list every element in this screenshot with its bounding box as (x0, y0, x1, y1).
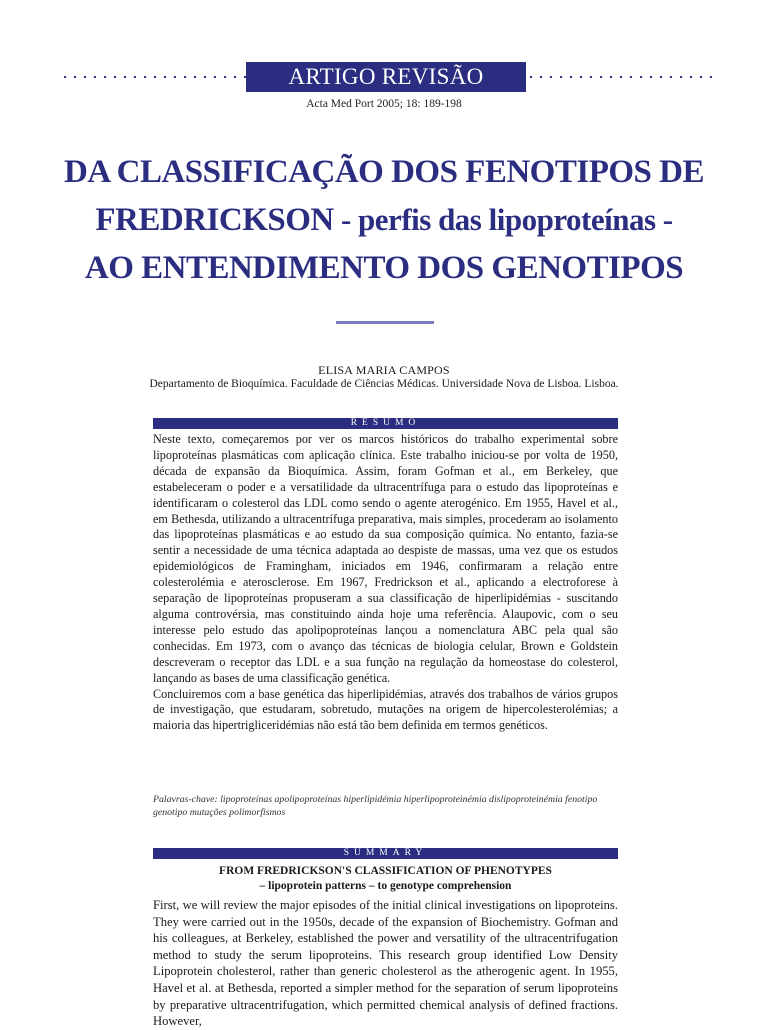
title-divider (336, 321, 434, 324)
journal-citation: Acta Med Port 2005; 18: 189-198 (306, 98, 462, 110)
summary-title-line-1: FROM FREDRICKSON'S CLASSIFICATION OF PHENOTYPES (219, 865, 552, 877)
dotted-line-left (60, 62, 246, 92)
summary-paragraph: First, we will review the major episodes of the initial clinical investigations on lipoproteins. They were carried out in the 1950s, decade of the expansion of Biochemistry. Gofman and his colleagues, at Berkeley, established the power and versatility of the ultracentrifugation method to study the serum lipoproteins. This research group identified Low Density Lipoprotein cholesterol, rather than generic cholesterol as the atherogenic agent. In 1955, Havel et al. at Bethesda, reported a simpler method for the separation of serum lipoproteins by preparative ultracentrifugation, which permitted chemical analysis of defined fractions. However, (153, 898, 618, 1029)
summary-title-line-2: – lipoprotein patterns – to genotype comprehension (259, 880, 512, 892)
resumo-body (153, 432, 618, 734)
title-line-2-main: FREDRICKSON (95, 202, 334, 238)
resumo-paragraph-1: Neste texto, começaremos por ver os marcos históricos do trabalho experimental sobre lipoproteínas plasmáticas com aplicação clínica. Este trabalho iniciou-se por volta de 1950, década de expansão da Bioquímica. Assim, foram Gofman et al., em Berkeley, que estabeleceram o poder e a versatilidade da ultracentrífuga para o estudo das lipoproteínas e identificaram o colesterol das LDL como sendo o agente aterogénico. Em 1955, Havel et al., em Bethesda, utilizando a ultracentrífuga preparativa, mais simples, procederam ao isolamento das lipoproteínas plasmáticas e ao estudo da sua composição química. No entanto, fazia-se sentir a necessidade de uma técnica adaptada ao despiste de massas, uma vez que os estudos epidemiológicos de Framingham, iniciados em 1946, confirmaram a relação entre colesterolémia e aterosclerose. Em 1967, Fredrickson et al., aplicando a electroforese à separação de lipoproteínas propuseram a sua classificação de hiperlipidémias - suscitando alguma controvérsia, mas constituindo ainda hoje uma referência. Alaupovic, com o seu interesse pelo estudo das apolipoproteínas lançou a nomenclatura ABC pela qual são conhecidas. Em 1973, com o avanço das técnicas de biologia celular, Brown e Goldstein descreveram o receptor das LDL e a sua função na regulação da homeostase do colesterol, lançando as bases de uma classificação genética. (153, 432, 618, 685)
dotted-line-right (526, 62, 712, 92)
title-line-1: DA CLASSIFICAÇÃO DOS FENOTIPOS DE (64, 154, 704, 190)
title-line-3: AO ENTENDIMENTO DOS GENOTIPOS (84, 250, 684, 286)
author-affiliation: Departamento de Bioquímica. Faculdade de Ciências Médicas. Universidade Nova de Lisboa. Lisboa. (149, 378, 619, 390)
resumo-paragraph-2: Concluiremos com a base genética das hiperlipidémias, através dos trabalhos de vários grupos de investigação, que estudaram, sobretudo, mutações na origem de hipercolesterolémias; a maioria das hipertrigliceridémias não está tão bem definida em termos genéticos. (153, 686, 618, 733)
section-header (60, 62, 712, 92)
keywords: Palavras-chave: lipoproteínas apolipoproteínas hiperlipidémia hiperlipoproteinémia dislipoproteinémia fenotipo genotipo mutações polimorfismos (153, 794, 598, 818)
title-line-2 (40, 196, 728, 244)
article-title (40, 148, 728, 292)
title-line-2-sub: - perfis das lipoproteínas - (333, 202, 673, 237)
resumo-heading: RESUMO (153, 418, 618, 429)
summary-heading: SUMMARY (153, 848, 618, 859)
author-name: ELISA MARIA CAMPOS (318, 363, 450, 377)
summary-body (153, 897, 618, 1030)
section-label: ARTIGO REVISÃO (246, 62, 526, 92)
summary-title (153, 864, 618, 894)
